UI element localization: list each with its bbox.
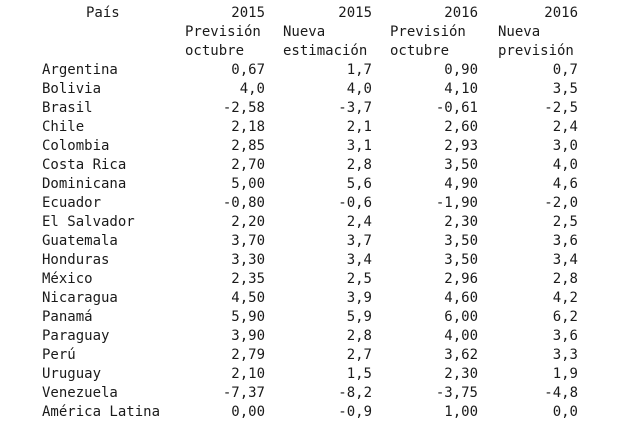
value-2015-estimacion: 5,6 <box>346 176 372 192</box>
value-2015-prevision: -2,58 <box>222 100 265 116</box>
value-2016-prevision: 3,50 <box>444 233 478 249</box>
value-2015-prevision: 5,90 <box>231 309 265 325</box>
value-2015-estimacion: 3,4 <box>346 252 372 268</box>
header-col4-line2: previsión <box>498 43 574 59</box>
value-2016-prevision: 0,90 <box>444 62 478 78</box>
value-2016-nueva: 4,2 <box>552 290 578 306</box>
value-2015-estimacion: 3,7 <box>346 233 372 249</box>
value-2016-nueva: 3,0 <box>552 138 578 154</box>
value-2015-estimacion: 3,9 <box>346 290 372 306</box>
header-col1-line2: octubre <box>185 43 245 59</box>
value-2016-nueva: 2,8 <box>552 271 578 287</box>
table-row <box>0 365 635 384</box>
value-2015-prevision: 2,85 <box>231 138 265 154</box>
table-row <box>0 156 635 175</box>
value-2016-nueva: 3,4 <box>552 252 578 268</box>
value-2016-prevision: 6,00 <box>444 309 478 325</box>
country-name: Costa Rica <box>42 157 127 173</box>
value-2016-prevision: 3,62 <box>444 347 478 363</box>
value-2016-nueva: -2,0 <box>544 195 578 211</box>
value-2016-prevision: 1,00 <box>444 404 478 420</box>
value-2016-prevision: -0,61 <box>435 100 478 116</box>
value-2015-estimacion: 2,8 <box>346 328 372 344</box>
value-2015-prevision: 5,00 <box>231 176 265 192</box>
value-2016-nueva: -2,5 <box>544 100 578 116</box>
value-2015-estimacion: 3,1 <box>346 138 372 154</box>
value-2016-nueva: 4,0 <box>552 157 578 173</box>
country-name: México <box>42 271 93 287</box>
header-row-line2 <box>0 42 635 61</box>
value-2015-estimacion: 2,7 <box>346 347 372 363</box>
value-2015-prevision: 2,10 <box>231 366 265 382</box>
table-row <box>0 99 635 118</box>
country-name: Paraguay <box>42 328 110 344</box>
header-row-line1 <box>0 23 635 42</box>
country-name: Guatemala <box>42 233 118 249</box>
value-2015-estimacion: 2,8 <box>346 157 372 173</box>
value-2015-prevision: 3,90 <box>231 328 265 344</box>
value-2016-nueva: 6,2 <box>552 309 578 325</box>
value-2015-estimacion: 5,9 <box>346 309 372 325</box>
value-2016-prevision: 4,90 <box>444 176 478 192</box>
value-2016-prevision: 2,96 <box>444 271 478 287</box>
value-2016-nueva: -4,8 <box>544 385 578 401</box>
value-2015-prevision: 4,50 <box>231 290 265 306</box>
table-row <box>0 346 635 365</box>
value-2015-prevision: 2,35 <box>231 271 265 287</box>
value-2016-prevision: 2,30 <box>444 366 478 382</box>
value-2016-nueva: 3,6 <box>552 328 578 344</box>
value-2016-nueva: 4,6 <box>552 176 578 192</box>
value-2015-prevision: 0,00 <box>231 404 265 420</box>
country-name: Bolivia <box>42 81 102 97</box>
header-col2-line1: Nueva <box>283 24 326 40</box>
value-2015-estimacion: -3,7 <box>338 100 372 116</box>
header-col1-year: 2015 <box>231 5 265 21</box>
value-2015-estimacion: 2,4 <box>346 214 372 230</box>
country-name: Nicaragua <box>42 290 118 306</box>
value-2015-estimacion: 4,0 <box>346 81 372 97</box>
value-2015-prevision: 3,70 <box>231 233 265 249</box>
table-row <box>0 80 635 99</box>
table-row <box>0 175 635 194</box>
country-name: El Salvador <box>42 214 135 230</box>
table-row <box>0 384 635 403</box>
table-row <box>0 61 635 80</box>
table-row <box>0 137 635 156</box>
value-2015-prevision: -7,37 <box>222 385 265 401</box>
value-2016-nueva: 2,5 <box>552 214 578 230</box>
header-row-year <box>0 4 635 23</box>
value-2015-estimacion: 2,1 <box>346 119 372 135</box>
country-name: Perú <box>42 347 76 363</box>
value-2016-prevision: 3,50 <box>444 252 478 268</box>
value-2016-nueva: 1,9 <box>552 366 578 382</box>
table-row <box>0 118 635 137</box>
value-2015-prevision: 2,18 <box>231 119 265 135</box>
header-col4-line1: Nueva <box>498 24 541 40</box>
header-col3-year: 2016 <box>444 5 478 21</box>
value-2015-estimacion: -0,6 <box>338 195 372 211</box>
value-2015-prevision: -0,80 <box>222 195 265 211</box>
value-2016-prevision: -3,75 <box>435 385 478 401</box>
table-row <box>0 251 635 270</box>
country-name: Argentina <box>42 62 118 78</box>
value-2016-nueva: 3,5 <box>552 81 578 97</box>
value-2015-prevision: 2,79 <box>231 347 265 363</box>
value-2016-prevision: 2,93 <box>444 138 478 154</box>
value-2016-prevision: 2,60 <box>444 119 478 135</box>
table-row-total <box>0 403 635 422</box>
country-name: Honduras <box>42 252 110 268</box>
table-row <box>0 289 635 308</box>
value-2016-prevision: 4,60 <box>444 290 478 306</box>
country-name: Venezuela <box>42 385 118 401</box>
value-2016-prevision: 3,50 <box>444 157 478 173</box>
value-2015-prevision: 2,20 <box>231 214 265 230</box>
value-2016-prevision: 4,10 <box>444 81 478 97</box>
country-name: Ecuador <box>42 195 102 211</box>
value-2015-prevision: 0,67 <box>231 62 265 78</box>
table-row <box>0 327 635 346</box>
value-2015-prevision: 2,70 <box>231 157 265 173</box>
value-2016-nueva: 3,3 <box>552 347 578 363</box>
value-2016-prevision: 2,30 <box>444 214 478 230</box>
table-row <box>0 270 635 289</box>
value-2015-prevision: 3,30 <box>231 252 265 268</box>
header-col2-year: 2015 <box>338 5 372 21</box>
country-name: Colombia <box>42 138 110 154</box>
table-row <box>0 213 635 232</box>
value-2016-prevision: -1,90 <box>435 195 478 211</box>
value-2015-estimacion: 1,5 <box>346 366 372 382</box>
value-2015-estimacion: 2,5 <box>346 271 372 287</box>
table-row <box>0 232 635 251</box>
country-name: Uruguay <box>42 366 102 382</box>
country-name: América Latina <box>42 404 161 420</box>
header-col2-line2: estimación <box>283 43 368 59</box>
header-col3-line2: octubre <box>390 43 450 59</box>
value-2016-nueva: 2,4 <box>552 119 578 135</box>
header-col3-line1: Previsión <box>390 24 466 40</box>
country-name: Dominicana <box>42 176 127 192</box>
country-name: Brasil <box>42 100 93 116</box>
country-name: Chile <box>42 119 85 135</box>
value-2015-prevision: 4,0 <box>239 81 265 97</box>
value-2015-estimacion: -8,2 <box>338 385 372 401</box>
header-col1-line1: Previsión <box>185 24 261 40</box>
value-2016-nueva: 0,7 <box>552 62 578 78</box>
header-col4-year: 2016 <box>544 5 578 21</box>
value-2016-prevision: 4,00 <box>444 328 478 344</box>
value-2015-estimacion: -0,9 <box>338 404 372 420</box>
table-row <box>0 308 635 327</box>
country-name: Panamá <box>42 309 93 325</box>
value-2016-nueva: 0,0 <box>552 404 578 420</box>
value-2015-estimacion: 1,7 <box>346 62 372 78</box>
header-country: País <box>86 5 120 21</box>
value-2016-nueva: 3,6 <box>552 233 578 249</box>
table-row <box>0 194 635 213</box>
